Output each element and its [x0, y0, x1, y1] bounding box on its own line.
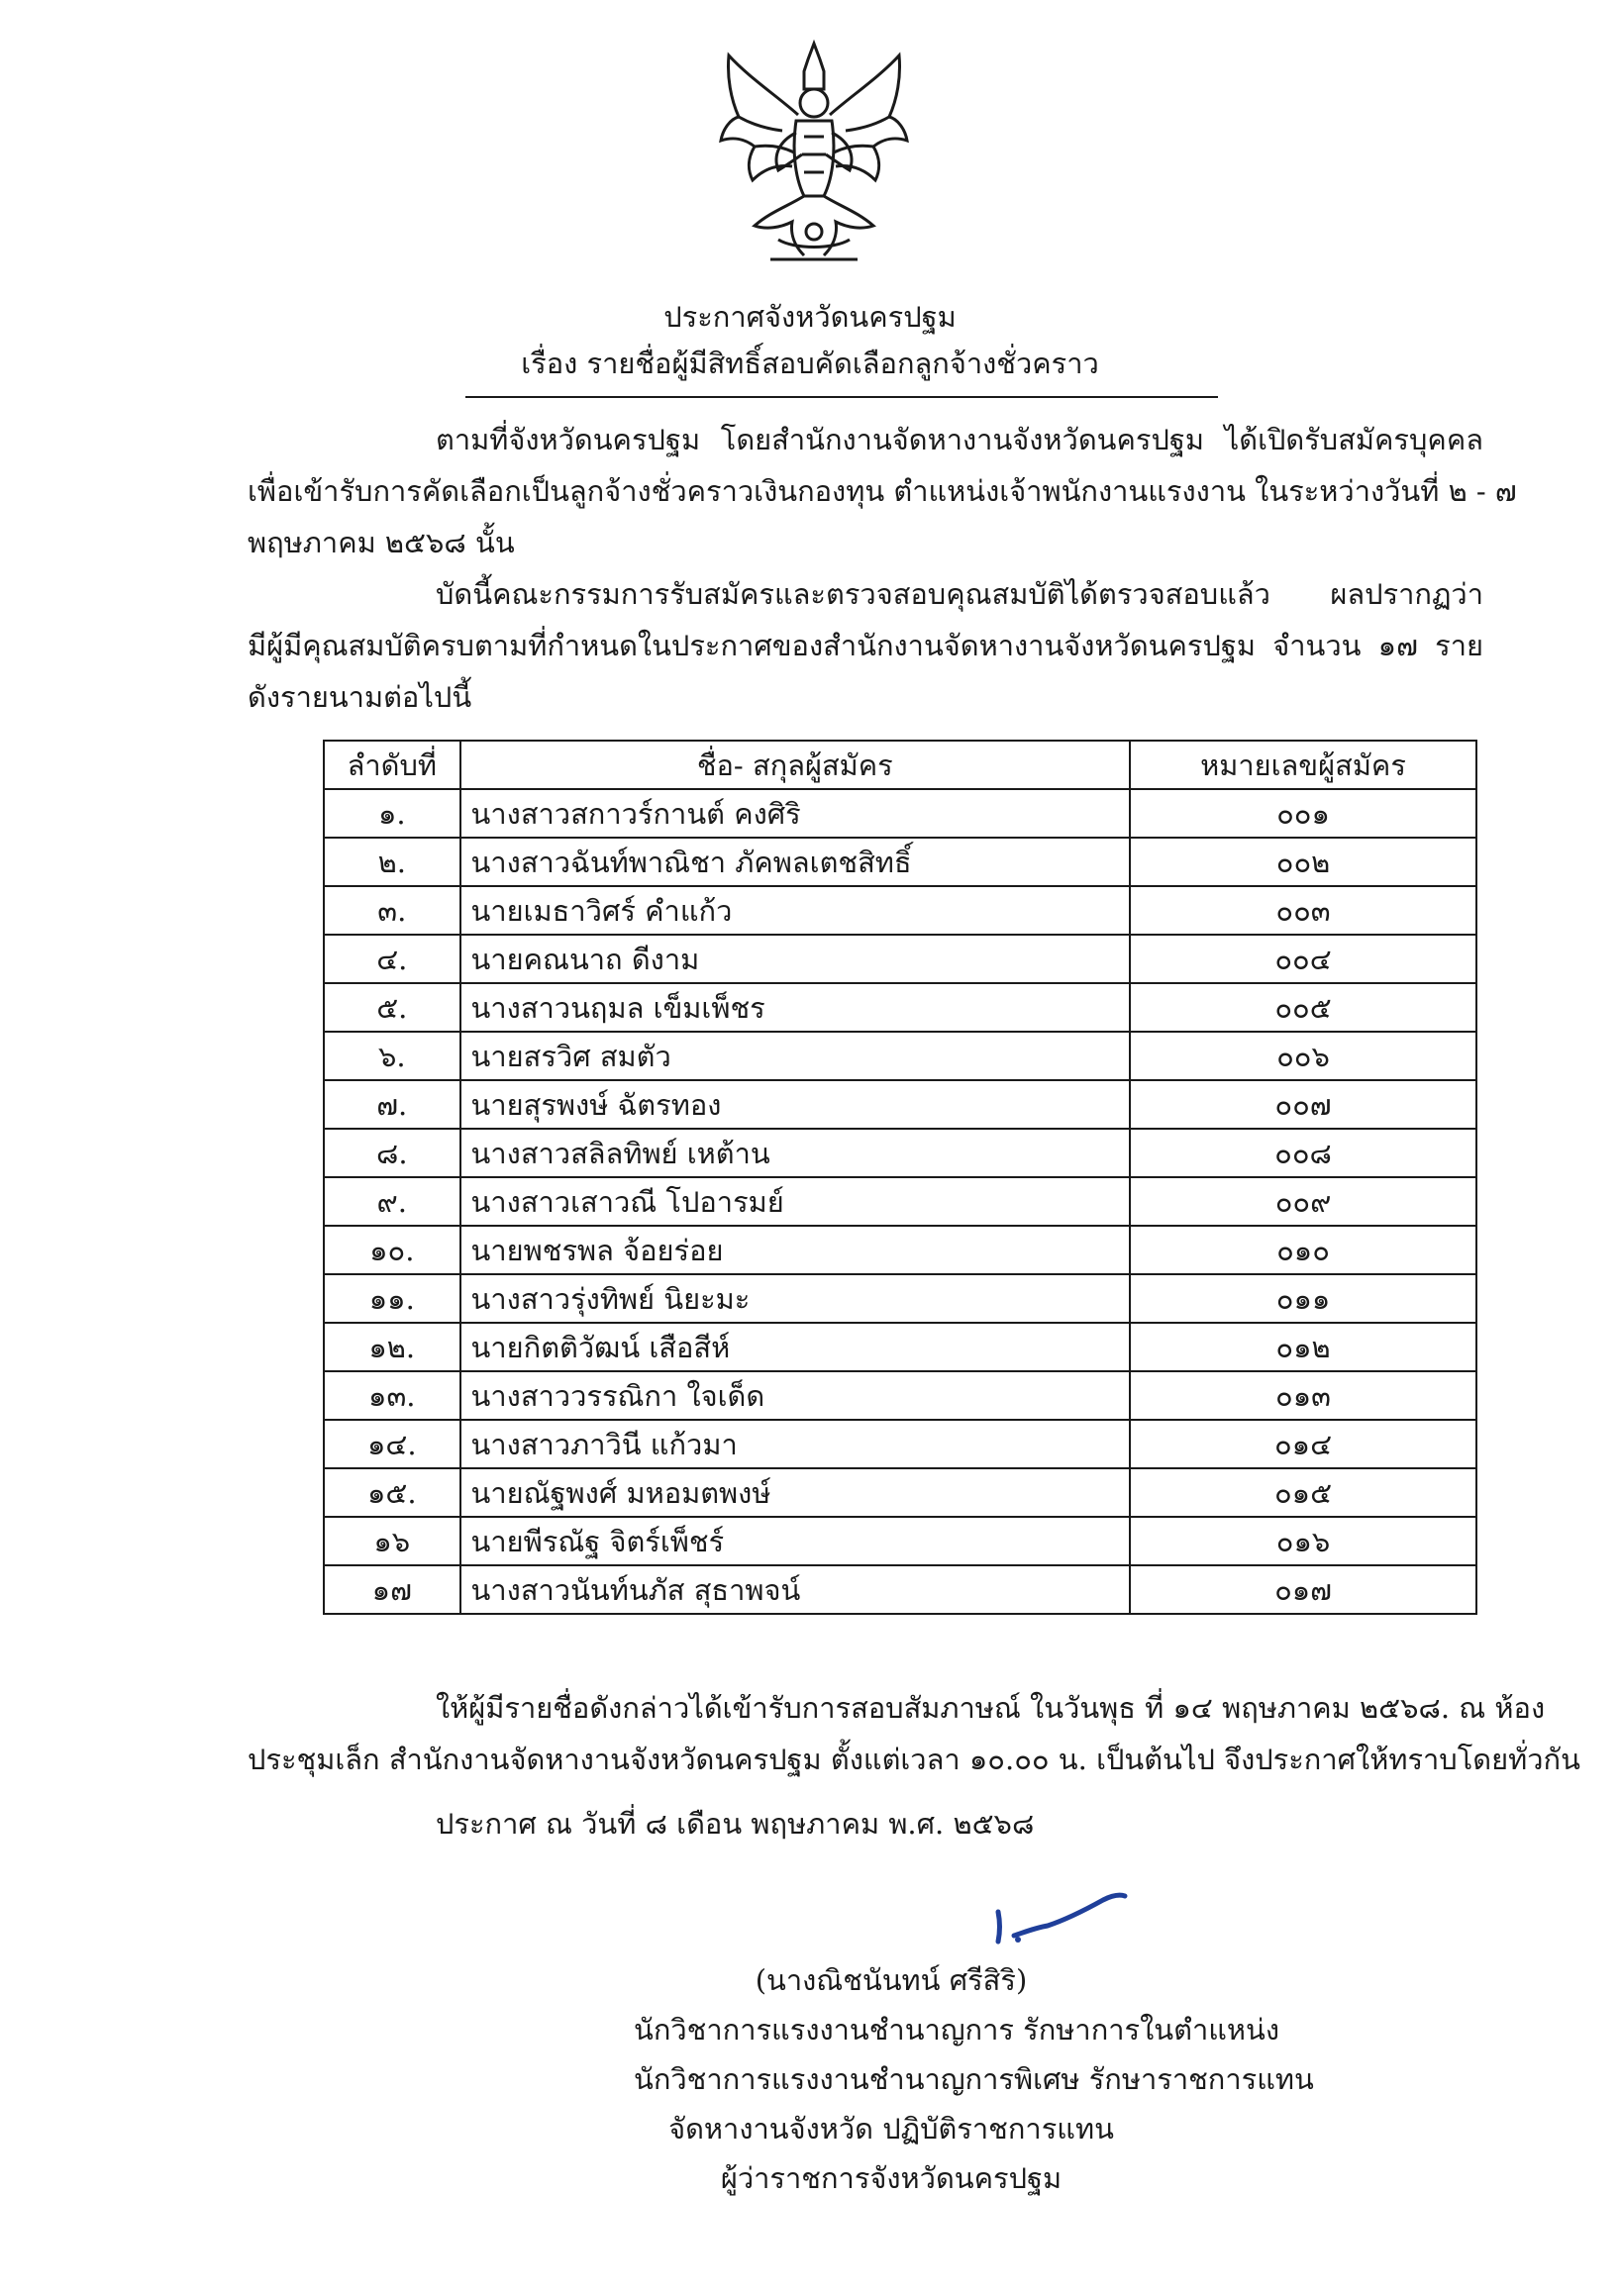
cell-order: ๒.: [324, 838, 460, 886]
header-divider: [465, 396, 1218, 398]
table-row: [324, 1129, 1476, 1177]
column-header-applicant-number: หมายเลขผู้สมัคร: [1130, 741, 1476, 789]
garuda-emblem-icon: [709, 38, 919, 267]
cell-order: ๑.: [324, 789, 460, 838]
cell-applicant-name: นายสุรพงษ์ ฉัตรทอง: [460, 1080, 1131, 1129]
handwritten-signature-icon: [986, 1886, 1145, 1949]
paragraph-line: บัดนี้คณะกรรมการรับสมัครและตรวจสอบคุณสมบัติได้ตรวจสอบแล้ว ผลปรากฏว่า: [436, 577, 1483, 611]
cell-applicant-name: นายคณนาถ ดีงาม: [460, 935, 1131, 983]
paragraph-line: ดังรายนามต่อไปนี้: [248, 680, 472, 714]
cell-applicant-name: นางสาวฉันท์พาณิชา ภัคพลเตชสิทธิ์: [460, 838, 1131, 886]
cell-applicant-number: ๐๑๒: [1130, 1323, 1476, 1371]
table-row: [324, 1177, 1476, 1226]
table-row: [324, 1371, 1476, 1420]
cell-applicant-number: ๐๐๒: [1130, 838, 1476, 886]
cell-applicant-number: ๐๐๓: [1130, 886, 1476, 935]
cell-applicant-name: นายพีรณัฐ จิตร์เพ็ชร์: [460, 1517, 1131, 1565]
interview-paragraph: [248, 1682, 1580, 1785]
result-paragraph: [248, 568, 1483, 723]
table-header-row: [324, 741, 1476, 789]
table-row: [324, 1517, 1476, 1565]
table-row: [324, 1274, 1476, 1323]
cell-applicant-number: ๐๐๔: [1130, 935, 1476, 983]
cell-order: ๗.: [324, 1080, 460, 1129]
cell-applicant-name: นายกิตติวัฒน์ เสือสีห์: [460, 1323, 1131, 1371]
applicant-table: [323, 740, 1477, 1615]
intro-paragraph: [248, 414, 1517, 568]
table-row: [324, 935, 1476, 983]
table-row: [324, 1565, 1476, 1614]
cell-order: ๑๗: [324, 1565, 460, 1614]
cell-applicant-number: ๐๑๓: [1130, 1371, 1476, 1420]
announcement-subject: เรื่อง รายชื่อผู้มีสิทธิ์สอบคัดเลือกลูกจ้างชั่วคราว: [521, 347, 1099, 380]
cell-applicant-name: นางสาววรรณิกา ใจเด็ด: [460, 1371, 1131, 1420]
cell-applicant-number: ๐๐๘: [1130, 1129, 1476, 1177]
cell-applicant-name: นายสรวิศ สมตัว: [460, 1032, 1131, 1080]
cell-order: ๑๒.: [324, 1323, 460, 1371]
cell-applicant-number: ๐๑๗: [1130, 1565, 1476, 1614]
table-row: [324, 1226, 1476, 1274]
signer-name: (นางณิชนันทน์ ศรีสิริ): [755, 1963, 1028, 1997]
table-row: [324, 1420, 1476, 1468]
cell-applicant-number: ๐๑๐: [1130, 1226, 1476, 1274]
applicant-table-body: [324, 789, 1476, 1614]
cell-order: ๑๕.: [324, 1468, 460, 1517]
table-row: [324, 1080, 1476, 1129]
cell-order: ๕.: [324, 983, 460, 1032]
cell-applicant-name: นายพชรพล จ้อยร่อย: [460, 1226, 1131, 1274]
cell-applicant-number: ๐๐๗: [1130, 1080, 1476, 1129]
paragraph-line: มีผู้มีคุณสมบัติครบตามที่กำหนดในประกาศของสำนักงานจัดหางานจังหวัดนครปฐม จำนวน ๑๗ ราย: [248, 629, 1483, 662]
announce-date: ประกาศ ณ วันที่ ๘ เดือน พฤษภาคม พ.ศ. ๒๕๖๘: [436, 1807, 1035, 1841]
cell-order: ๘.: [324, 1129, 460, 1177]
cell-order: ๑๔.: [324, 1420, 460, 1468]
cell-order: ๑๑.: [324, 1274, 460, 1323]
signer-position: ผู้ว่าราชการจังหวัดนครปฐม: [720, 2161, 1063, 2195]
table-row: [324, 983, 1476, 1032]
cell-applicant-number: ๐๐๙: [1130, 1177, 1476, 1226]
announcement-title: ประกาศจังหวัดนครปฐม: [663, 300, 957, 334]
cell-order: ๓.: [324, 886, 460, 935]
paragraph-line: ประชุมเล็ก สำนักงานจัดหางานจังหวัดนครปฐม ตั้งแต่เวลา ๑๐.๐๐ น. เป็นต้นไป จึงประกาศให้ทราบโดยทั่วกัน: [248, 1743, 1580, 1776]
cell-applicant-name: นางสาวสกาวร์กานต์ คงศิริ: [460, 789, 1131, 838]
paragraph-line: ตามที่จังหวัดนครปฐม โดยสำนักงานจัดหางานจังหวัดนครปฐม ได้เปิดรับสมัครบุคคล: [436, 423, 1483, 456]
cell-order: ๙.: [324, 1177, 460, 1226]
cell-applicant-number: ๐๐๑: [1130, 789, 1476, 838]
cell-applicant-name: นางสาวนฤมล เข็มเพ็ชร: [460, 983, 1131, 1032]
table-row: [324, 1032, 1476, 1080]
table-row: [324, 1468, 1476, 1517]
cell-order: ๖.: [324, 1032, 460, 1080]
cell-applicant-name: นางสาวนันท์นภัส สุธาพจน์: [460, 1565, 1131, 1614]
cell-applicant-number: ๐๑๑: [1130, 1274, 1476, 1323]
cell-applicant-name: นายเมธาวิศร์ คำแก้ว: [460, 886, 1131, 935]
paragraph-line: พฤษภาคม ๒๕๖๘ นั้น: [248, 526, 515, 559]
cell-applicant-name: นางสาวภาวินี แก้วมา: [460, 1420, 1131, 1468]
table-row: [324, 838, 1476, 886]
column-header-name: ชื่อ- สกุลผู้สมัคร: [460, 741, 1131, 789]
cell-applicant-name: นายณัฐพงศ์ มหอมตพงษ์: [460, 1468, 1131, 1517]
cell-applicant-number: ๐๐๖: [1130, 1032, 1476, 1080]
paragraph-line: ให้ผู้มีรายชื่อดังกล่าวได้เข้ารับการสอบสัมภาษณ์ ในวันพุธ ที่ ๑๔ พฤษภาคม ๒๕๖๘. ณ ห้อง: [436, 1691, 1546, 1725]
cell-applicant-name: นางสาวเสาวณี โปอารมย์: [460, 1177, 1131, 1226]
cell-order: ๔.: [324, 935, 460, 983]
cell-order: ๑๖: [324, 1517, 460, 1565]
cell-applicant-name: นางสาวรุ่งทิพย์ นิยะมะ: [460, 1274, 1131, 1323]
cell-applicant-name: นางสาวสลิลทิพย์ เหต้าน: [460, 1129, 1131, 1177]
cell-order: ๑๓.: [324, 1371, 460, 1420]
table-row: [324, 1323, 1476, 1371]
table-row: [324, 886, 1476, 935]
signer-position: จัดหางานจังหวัด ปฏิบัติราชการแทน: [668, 2112, 1114, 2146]
cell-order: ๑๐.: [324, 1226, 460, 1274]
cell-applicant-number: ๐๑๖: [1130, 1517, 1476, 1565]
signature-block: [634, 1955, 1314, 2203]
signer-position: นักวิชาการแรงงานชำนาญการพิเศษ รักษาราชการแทน: [634, 2062, 1314, 2096]
signer-position: นักวิชาการแรงงานชำนาญการ รักษาการในตำแหน่ง: [634, 2013, 1280, 2046]
cell-applicant-number: ๐๑๔: [1130, 1420, 1476, 1468]
column-header-order: ลำดับที่: [324, 741, 460, 789]
cell-applicant-number: ๐๑๕: [1130, 1468, 1476, 1517]
paragraph-line: เพื่อเข้ารับการคัดเลือกเป็นลูกจ้างชั่วคราวเงินกองทุน ตำแหน่งเจ้าพนักงานแรงงาน ในระหว่างวันที่ ๒ - ๗: [248, 474, 1517, 508]
table-row: [324, 789, 1476, 838]
cell-applicant-number: ๐๐๕: [1130, 983, 1476, 1032]
